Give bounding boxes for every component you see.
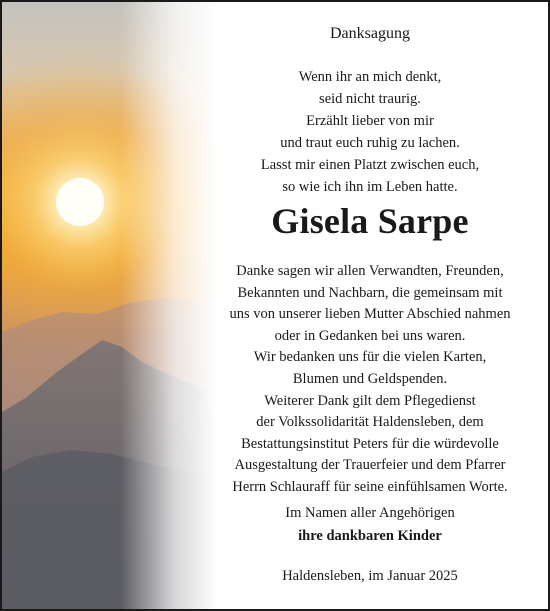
thanks-line: Ausgestaltung der Trauerfeier und dem Pfarrer	[234, 457, 506, 474]
poem-line: seid nicht traurig.	[319, 91, 421, 107]
thanks-line: Blumen und Geldspenden.	[292, 370, 448, 387]
thanks-line: Danke sagen wir allen Verwandten, Freunden,	[236, 263, 504, 279]
poem-line: so wie ich ihn im Leben hatte.	[282, 179, 458, 195]
notice-text	[192, 2, 548, 609]
thanks-line: uns von unserer lieben Mutter Abschied nahmen	[229, 306, 511, 323]
thanks-line: Wir bedanken uns für die vielen Karten,	[253, 349, 487, 366]
sunset-photo	[2, 2, 217, 609]
thanks-line: Bestattungsinstitut Peters für die würdevolle	[241, 435, 499, 452]
poem-line: Wenn ihr an mich denkt,	[298, 69, 442, 85]
place-date: Haldensleben, im Januar 2025	[282, 568, 458, 584]
notice-heading: Danksagung	[330, 25, 410, 42]
thanks-line: Weiterer Dank gilt dem Pflegedienst	[264, 392, 476, 409]
poem-line: und traut euch ruhig zu lachen.	[280, 135, 460, 151]
poem-line: Erzählt lieber von mir	[306, 113, 434, 129]
closing-line: Im Namen aller Angehörigen	[285, 505, 455, 521]
thanks-line: Bekannten und Nachbarn, die gemeinsam mit	[237, 284, 503, 301]
thanks-line: der Volkssolidarität Haldensleben, dem	[256, 414, 484, 431]
poem-line: Lasst mir einen Platzt zwischen euch,	[260, 157, 480, 173]
deceased-name: Gisela Sarpe	[271, 201, 469, 241]
poem	[192, 66, 548, 198]
signature: ihre dankbaren Kinder	[298, 528, 442, 544]
thanks-text	[192, 261, 548, 499]
thanks-line: Herrn Schlauraff für seine einfühlsamen Worte.	[232, 478, 508, 495]
thanks-line: oder in Gedanken bei uns waren.	[274, 327, 466, 344]
